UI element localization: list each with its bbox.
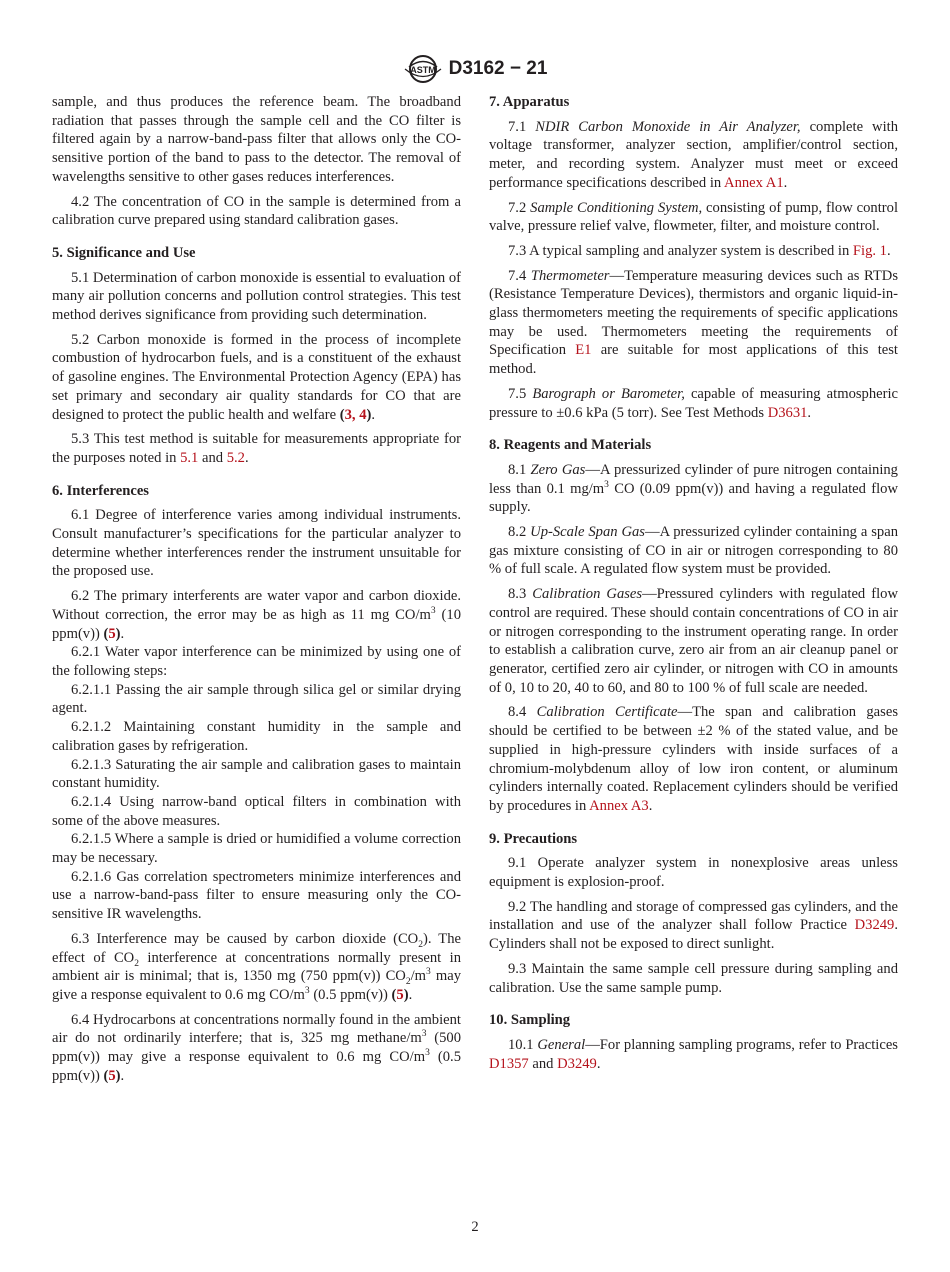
text-run: . xyxy=(783,174,788,191)
paragraph xyxy=(52,868,461,924)
astm-logo-icon xyxy=(403,54,443,84)
paragraph xyxy=(52,430,461,467)
text-run: 6.2.1.6 Gas correlation spectrometers minimize interferences and use a narrow-band-pass filter to ensure measuring only the CO-sensitive IR wavelengths. xyxy=(52,868,461,923)
paragraph xyxy=(52,756,461,793)
paragraph xyxy=(489,703,898,815)
text-run: —A pressurized cylinder containing a span gas mixture consisting of CO in air or nitrogen corresponding to 80 % of full scale. A regulated flow system must be provided. xyxy=(489,524,898,578)
text-run: —For planning sampling programs, refer to Practices xyxy=(585,1036,898,1053)
text-run: (0.5 ppm(v)) xyxy=(309,986,392,1003)
text-run: ( xyxy=(391,986,397,1003)
citation-link[interactable]: 3, 4 xyxy=(344,406,367,423)
paragraph xyxy=(52,643,461,680)
cross-reference-link[interactable]: Annex A1 xyxy=(724,174,784,191)
text-run: (500 ppm(v)) may give a response equivalent to 0.6 mg CO/m xyxy=(52,1030,462,1066)
paragraph xyxy=(52,1011,461,1086)
text-run: . xyxy=(596,1055,601,1072)
svg-text:ASTM: ASTM xyxy=(409,65,436,75)
text-run: and xyxy=(528,1055,558,1072)
text-run: complete with voltage transformer, analyzer section, amplifier/control section, meter, and recording system. Analyzer must meet or exceed performance specifications described in xyxy=(489,118,898,191)
italic-term: Zero Gas xyxy=(530,461,586,478)
text-run: . xyxy=(408,986,413,1003)
italic-term: Thermometer xyxy=(530,267,610,284)
text-run: 9.3 Maintain the same sample cell pressure during sampling and calibration. Use the same sample pump. xyxy=(489,960,898,996)
text-run: 6.2.1.4 Using narrow-band optical filters in combination with some of the above measures. xyxy=(52,793,461,829)
text-run: CO (0.09 ppm(v)) and having a regulated flow supply. xyxy=(489,480,898,516)
italic-term: Sample Conditioning System, xyxy=(530,199,703,216)
text-run: 7.1 xyxy=(508,118,536,135)
text-run: ). The effect of CO xyxy=(52,930,461,966)
text-run: ( xyxy=(103,1067,109,1084)
cross-reference-link[interactable]: D1357 xyxy=(489,1055,529,1072)
text-run: sample, and thus produces the reference beam. The broadband radiation that passes through the sample cell and the CO filter is filtered again by a narrow-band-pass filter that allows only the CO-sensitive portion of the band to pass to the detector. The removal of wavelengths sensitive to other gases reduces interferences. xyxy=(52,94,461,185)
cross-reference-link[interactable]: 5.2 xyxy=(226,449,245,466)
italic-term: Calibration Gases xyxy=(532,586,643,603)
text-run: . xyxy=(371,406,376,423)
text-run: 6.1 Degree of interference varies among individual instruments. Consult manufacturer’s specifications for the particular analyzer to determine whether interferences render the instrument unsuitable for the proposed use. xyxy=(52,507,461,580)
text-run: ) xyxy=(366,406,372,423)
text-run: 10. Sampling xyxy=(489,1012,571,1029)
paragraph xyxy=(52,793,461,830)
text-run: . xyxy=(120,1067,125,1084)
text-run: 6.2.1.5 Where a sample is dried or humidified a volume correction may be necessary. xyxy=(52,831,461,867)
text-run: 9. Precautions xyxy=(489,830,578,847)
text-run: (0.5 ppm(v)) xyxy=(52,1049,461,1084)
paragraph xyxy=(52,830,461,867)
text-run: . xyxy=(244,449,249,466)
text-run: . xyxy=(886,242,891,259)
text-run: 2 xyxy=(405,977,411,988)
page-header xyxy=(0,54,950,84)
paragraph xyxy=(52,718,461,755)
italic-term: Barograph or Barometer, xyxy=(532,385,685,402)
text-run: 8.3 xyxy=(508,586,533,603)
text-run: 3 xyxy=(421,1029,427,1040)
paragraph xyxy=(489,854,898,891)
paragraph xyxy=(52,681,461,718)
paragraph xyxy=(52,587,461,643)
text-run: 2 xyxy=(418,939,423,950)
paragraph xyxy=(489,585,898,697)
cross-reference-link[interactable]: D3249 xyxy=(557,1055,597,1072)
text-run: . xyxy=(648,797,653,814)
text-run: 3 xyxy=(426,967,431,978)
paragraph xyxy=(489,385,898,422)
text-run: 8.4 xyxy=(508,704,537,721)
paragraph xyxy=(489,1036,898,1073)
cross-reference-link[interactable]: D3249 xyxy=(854,917,895,934)
text-run: consisting of pump, flow control valve, pressure relief valve, flowmeter, filter, and moisture control. xyxy=(489,199,898,235)
section-heading xyxy=(489,1011,898,1030)
italic-term: NDIR Carbon Monoxide in Air Analyzer, xyxy=(535,118,801,135)
citation-link[interactable]: 5 xyxy=(108,625,116,642)
text-run: 6.2.1.3 Saturating the air sample and calibration gases to maintain constant humidity. xyxy=(52,756,461,792)
paragraph xyxy=(489,118,898,193)
paragraph xyxy=(489,523,898,579)
text-run: . xyxy=(807,404,812,421)
cross-reference-link[interactable]: Fig. 1 xyxy=(852,242,887,259)
text-run: . xyxy=(120,625,125,642)
text-run: 3 xyxy=(425,1048,430,1059)
paragraph xyxy=(489,267,898,379)
text-run: 5.1 Determination of carbon monoxide is essential to evaluation of many air pollution concerns and pollution control strategies. This test method derives significance from providing such determination. xyxy=(52,269,461,324)
italic-term: Calibration Certificate xyxy=(536,704,678,721)
text-run: 4.2 The concentration of CO in the sample is determined from a calibration curve prepared using standard calibration gases. xyxy=(52,193,461,229)
text-run: 3 xyxy=(304,986,310,997)
document-id: D3162 − 21 xyxy=(448,58,548,79)
cross-reference-link[interactable]: 5.1 xyxy=(180,449,199,466)
paragraph xyxy=(489,199,898,236)
section-heading xyxy=(489,830,898,849)
text-run: ) xyxy=(115,625,121,642)
section-heading xyxy=(52,482,461,501)
text-run: 6.2.1.2 Maintaining constant humidity in the sample and calibration gases by refrigeration. xyxy=(52,719,461,754)
paragraph xyxy=(52,93,461,187)
text-run: ( xyxy=(339,406,345,423)
text-run: may give a response equivalent to 0.6 mg CO/m xyxy=(52,968,461,1003)
text-run: 5.3 This test method is suitable for measurements appropriate for the purposes noted in xyxy=(52,431,461,466)
paragraph xyxy=(489,898,898,954)
text-run: capable of measuring atmospheric pressure to ±0.6 kPa (5 torr). See Test Methods xyxy=(489,385,899,421)
text-run: ) xyxy=(115,1067,121,1084)
paragraph xyxy=(489,461,898,517)
text-run: 10.1 xyxy=(508,1036,538,1053)
paragraph xyxy=(489,960,898,997)
text-run: —Pressured cylinders with regulated flow control are required. These should contain concentrations of CO in air or nitrogen corresponding to the instrument operating range. In order to establish a calibration curve, zero air from an air cleanup panel or generator, certified zero air cylinder, or nitrogen with CO in amounts of 0, 10 to 20, 40 to 60, and 80 to 100 % of full scale are needed. xyxy=(489,586,898,696)
cross-reference-link[interactable]: E1 xyxy=(575,342,592,359)
text-run: 9.2 The handling and storage of compressed gas cylinders, and the installation and use of the analyzer shall follow Practice xyxy=(489,898,898,934)
text-run: 2 xyxy=(134,958,139,969)
text-run: 7.2 xyxy=(508,199,531,216)
text-run: 6. Interferences xyxy=(52,482,149,499)
left-column xyxy=(52,93,461,1091)
text-run: are suitable for most applications of this test method. xyxy=(489,342,898,378)
section-heading xyxy=(489,436,898,455)
text-run: . Cylinders shall not be exposed to direct sunlight. xyxy=(489,917,898,953)
text-run: 6.4 Hydrocarbons at concentrations normally found in the ambient air do not ordinarily interfere; that is, 325 mg methane/m xyxy=(52,1011,461,1047)
text-run: —Temperature measuring devices such as RTDs (Resistance Temperature Devices), thermistors and organic liquid-in-glass thermometers meeting the requirements of specific applications may be used. Thermometers meeting the requirements of Specification xyxy=(489,267,899,359)
cross-reference-link[interactable]: D3631 xyxy=(767,404,808,421)
citation-link[interactable]: 5 xyxy=(396,986,404,1003)
text-run: /m xyxy=(410,968,427,985)
text-run: 3 xyxy=(604,479,609,490)
text-run: 8. Reagents and Materials xyxy=(489,437,652,454)
cross-reference-link[interactable]: Annex A3 xyxy=(589,797,649,814)
text-run: 7. Apparatus xyxy=(489,94,570,110)
text-run: 8.2 xyxy=(508,524,531,541)
text-run: 7.5 xyxy=(508,385,533,402)
italic-term: General xyxy=(537,1036,586,1053)
text-run: 6.3 Interference may be caused by carbon dioxide (CO xyxy=(71,930,419,947)
section-heading xyxy=(489,93,898,112)
text-run: (10 ppm(v)) xyxy=(52,606,461,642)
text-run: 5.2 Carbon monoxide is formed in the process of incomplete combustion of hydrocarbon fuels, and is a constituent of the exhaust of gasoline engines. The Environmental Protection Agency (EPA) has set primary and secondary air quality standards for CO that are designed to protect the public health and welfare xyxy=(52,331,461,423)
page-number: 2 xyxy=(471,1219,479,1235)
text-run: 8.1 xyxy=(508,461,531,478)
text-run: and xyxy=(198,449,227,466)
section-heading xyxy=(52,244,461,263)
text-run: 7.4 xyxy=(508,267,531,284)
citation-link[interactable]: 5 xyxy=(108,1067,116,1084)
text-run: 5. Significance and Use xyxy=(52,244,196,261)
text-run: 9.1 Operate analyzer system in nonexplosive areas unless equipment is explosion-proof. xyxy=(489,855,898,891)
paragraph xyxy=(52,193,461,230)
text-run: 7.3 A typical sampling and analyzer system is described in xyxy=(508,242,853,259)
text-run: 6.2 The primary interferents are water vapor and carbon dioxide. Without correction, the error may be as high as 11 mg CO/m xyxy=(52,588,461,623)
text-run: ( xyxy=(103,625,109,642)
text-run: 3 xyxy=(430,606,436,617)
right-column xyxy=(489,93,898,1079)
text-run: 6.2.1 Water vapor interference can be minimized by using one of the following steps: xyxy=(52,644,461,679)
text-run: interference at concentrations normally present in ambient air is minimal; that is, 1350 mg (750 ppm(v)) CO xyxy=(52,949,462,985)
paragraph xyxy=(489,242,898,261)
paragraph xyxy=(52,269,461,325)
paragraph xyxy=(52,506,461,581)
paragraph xyxy=(52,331,461,425)
text-run: —The span and calibration gases should be certified to be between ±2 % of the stated value, and be supplied in high-pressure cylinders with inside surfaces of a chromium-molybdenum alloy of low iron content, or aluminum cylinders internally coated. Replacement cylinders should be verified by procedures in xyxy=(489,704,898,814)
text-run: ) xyxy=(403,986,409,1003)
paragraph xyxy=(52,930,461,1005)
text-run: 6.2.1.1 Passing the air sample through silica gel or similar drying agent. xyxy=(52,681,461,717)
text-run: —A pressurized cylinder of pure nitrogen containing less than 0.1 mg/m xyxy=(489,461,898,497)
italic-term: Up-Scale Span Gas xyxy=(530,524,645,541)
